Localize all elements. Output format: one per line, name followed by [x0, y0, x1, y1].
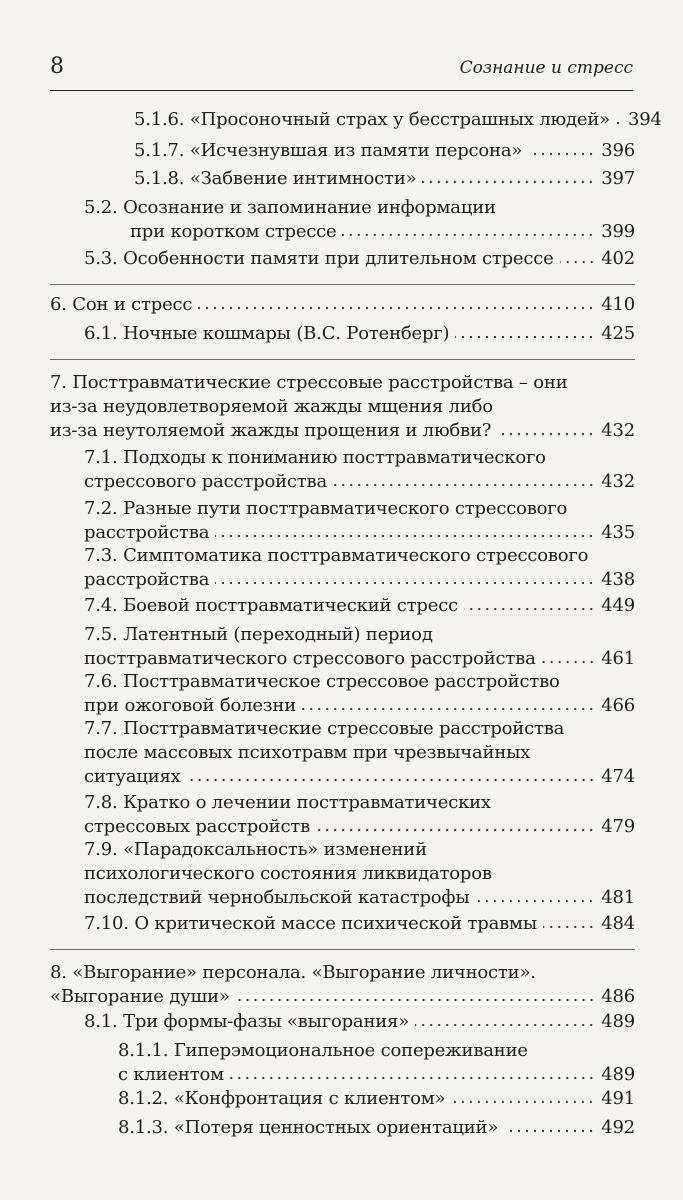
leader-dots — [415, 1023, 595, 1027]
toc-entry-title: 8.1.3. «Потеря ценностных ориентаций» — [118, 1117, 499, 1138]
leader-dots — [333, 483, 595, 487]
toc-entry-7[interactable] — [50, 371, 635, 443]
leader-dots — [560, 260, 596, 264]
leader-dots — [504, 1129, 595, 1133]
toc-page-number: 481 — [601, 887, 635, 908]
toc-page-number: 397 — [601, 168, 635, 189]
toc-page-number: 474 — [601, 766, 635, 787]
toc-entry-6-1[interactable] — [84, 322, 635, 346]
toc-entry-title: при ожоговой болезни — [84, 695, 297, 716]
leader-dots — [542, 660, 596, 664]
toc-entry-title: стрессового расстройства — [84, 471, 328, 492]
toc-entry-title: ситуациях — [84, 766, 181, 787]
toc-entry-title: расстройства — [84, 522, 210, 543]
leader-dots — [422, 180, 595, 184]
toc-entry-5-3[interactable] — [84, 247, 635, 271]
toc-page-number: 489 — [601, 1064, 635, 1085]
toc-entry-title-line: 7. Посттравматические стрессовые расстройства – они — [50, 372, 568, 393]
leader-dots — [316, 828, 595, 832]
leader-dots — [451, 1100, 595, 1104]
toc-page-number: 394 — [627, 109, 662, 130]
toc-page-number: 435 — [601, 522, 635, 543]
toc-page-number: 438 — [601, 569, 635, 590]
toc-entry-6[interactable] — [50, 293, 635, 317]
leader-dots — [236, 998, 596, 1002]
toc-entry-title-line: 7.2. Разные пути посттравматического стрессового — [84, 498, 568, 519]
toc-entry-7-9[interactable] — [84, 838, 635, 910]
leader-dots — [215, 534, 595, 538]
section-separator — [50, 284, 635, 285]
toc-entry-8-1[interactable] — [84, 1010, 635, 1034]
toc-entry-title: 5.3. Особенности памяти при длительном стрессе — [84, 248, 554, 269]
toc-entry-title-line: 7.1. Подходы к пониманию посттравматического — [84, 447, 546, 468]
leader-dots — [497, 432, 595, 436]
toc-entry-5-1-8[interactable] — [134, 167, 635, 191]
toc-entry-title: 5.1.8. «Забвение интимности» — [134, 168, 417, 189]
toc-entry-7-1[interactable] — [84, 446, 635, 494]
leader-dots — [616, 121, 622, 125]
leader-dots — [342, 233, 595, 237]
toc-page-number: 492 — [601, 1117, 635, 1138]
toc-entry-title: «Выгорание души» — [50, 986, 230, 1007]
toc-entry-5-2[interactable] — [84, 196, 635, 244]
toc-page-number: 410 — [601, 294, 635, 315]
toc-page-number: 461 — [601, 648, 635, 669]
toc-page-number: 425 — [601, 323, 635, 344]
toc-page-number: 432 — [601, 471, 635, 492]
toc-page-number: 402 — [601, 248, 635, 269]
toc-page-number: 489 — [601, 1011, 635, 1032]
toc-entry-title: 8.1.2. «Конфронтация с клиентом» — [118, 1088, 446, 1109]
toc-entry-5-1-6[interactable] — [134, 108, 662, 132]
toc-entry-title: посттравматического стрессового расстройства — [84, 648, 536, 669]
toc-entry-title-line: 8.1.1. Гиперэмоциональное сопереживание — [118, 1040, 528, 1061]
toc-entry-title: расстройства — [84, 569, 210, 590]
toc-entry-title-line: 7.9. «Парадоксальность» изменений — [84, 839, 427, 860]
toc-entry-7-4[interactable] — [84, 594, 635, 618]
toc-entry-5-1-7[interactable] — [134, 139, 635, 163]
toc-page-number: 399 — [601, 221, 635, 242]
toc-entry-title-line: после массовых психотравм при чрезвычайных — [84, 742, 531, 763]
toc-entry-title-line: 5.2. Осознание и запоминание информации — [84, 197, 496, 218]
toc-entry-title: 6.1. Ночные кошмары (В.С. Ротенберг) — [84, 323, 450, 344]
toc-entry-title: 7.4. Боевой посттравматический стресс — [84, 595, 458, 616]
toc-entry-title-line: 7.3. Симптоматика посттравматического стрессового — [84, 545, 589, 566]
leader-dots — [215, 581, 595, 585]
toc-entry-title: стрессовых расстройств — [84, 816, 311, 837]
toc-entry-7-3[interactable] — [84, 544, 635, 592]
toc-entry-title: из-за неутоляемой жажды прощения и любви? — [50, 420, 492, 441]
toc-page-number: 486 — [601, 986, 635, 1007]
leader-dots — [230, 1076, 595, 1080]
leader-dots — [475, 899, 595, 903]
leader-dots — [198, 306, 595, 310]
toc-entry-7-2[interactable] — [84, 497, 635, 545]
page-number: 8 — [50, 54, 64, 79]
toc-entry-title-line: 8. «Выгорание» персонала. «Выгорание личности». — [50, 962, 536, 983]
section-separator — [50, 359, 635, 360]
toc-entry-title: 8.1. Три формы-фазы «выгорания» — [84, 1011, 410, 1032]
toc-entry-8-1-3[interactable] — [118, 1116, 635, 1140]
running-title: Сознание и стресс — [459, 58, 633, 78]
toc-page-number: 491 — [601, 1088, 635, 1109]
toc-entry-8[interactable] — [50, 961, 635, 1009]
toc-entry-title: 6. Сон и стресс — [50, 294, 193, 315]
toc-entry-8-1-1[interactable] — [118, 1039, 635, 1087]
leader-dots — [543, 925, 595, 929]
leader-dots — [187, 778, 596, 782]
toc-entry-title-line: из-за неудовлетворяемой жажды мщения либо — [50, 396, 493, 417]
toc-entry-title-line: 7.8. Кратко о лечении посттравматических — [84, 792, 491, 813]
toc-entry-title: с клиентом — [118, 1064, 224, 1085]
leader-dots — [528, 152, 595, 156]
toc-entry-title-line: 7.5. Латентный (переходный) период — [84, 624, 433, 645]
toc-entry-7-8[interactable] — [84, 791, 635, 839]
toc-entry-8-1-2[interactable] — [118, 1087, 635, 1111]
toc-entry-7-5[interactable] — [84, 623, 635, 671]
toc-page-number: 484 — [601, 913, 635, 934]
leader-dots — [455, 335, 595, 339]
toc-page-number: 396 — [601, 140, 635, 161]
toc-entry-title-line: 7.7. Посттравматические стрессовые расстройства — [84, 718, 565, 739]
toc-entry-title-line: психологического состояния ликвидаторов — [84, 863, 492, 884]
toc-entry-title-line: 7.6. Посттравматическое стрессовое расстройство — [84, 671, 560, 692]
toc-entry-title: при коротком стрессе — [130, 221, 337, 242]
toc-entry-7-7[interactable] — [84, 717, 635, 789]
leader-dots — [464, 607, 595, 611]
section-separator — [50, 949, 635, 950]
toc-entry-title: 5.1.6. «Просоночный страх у бесстрашных людей» — [134, 109, 610, 130]
header-rule — [50, 90, 633, 91]
toc-entry-7-6[interactable] — [84, 670, 635, 718]
toc-page-number: 432 — [601, 420, 635, 441]
toc-entry-title: 5.1.7. «Исчезнувшая из памяти персона» — [134, 140, 523, 161]
toc-page-number: 466 — [601, 695, 635, 716]
leader-dots — [302, 707, 595, 711]
toc-entry-7-10[interactable] — [84, 912, 635, 936]
toc-entry-title: последствий чернобыльской катастрофы — [84, 887, 470, 908]
toc-page-number: 449 — [601, 595, 635, 616]
toc-page-number: 479 — [601, 816, 635, 837]
toc-entry-title: 7.10. О критической массе психической травмы — [84, 913, 537, 934]
